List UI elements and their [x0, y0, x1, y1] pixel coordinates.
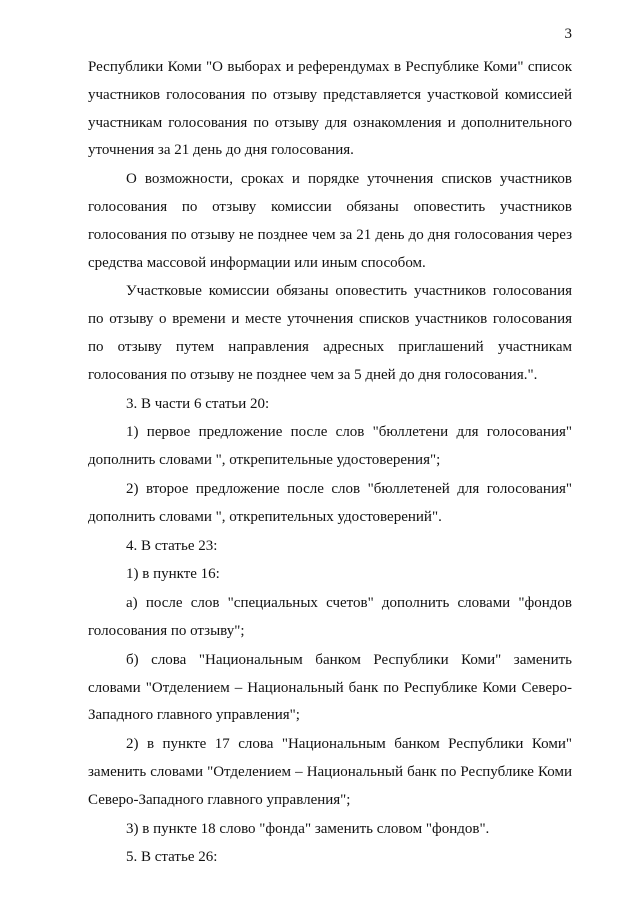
paragraph-notification-of-lists: О возможности, сроках и порядке уточнения списков участников голосования по отзыву комиссии обязаны оповестить участников голосования по отзыву не позднее чем за 21 день до дня голосования через средства массовой информации или иным способом. [88, 171, 572, 271]
paragraph-item-3-2: 2) второе предложение после слов "бюллетеней для голосования" дополнить словами ", открепительных удостоверений". [88, 480, 572, 525]
paragraph-voter-list: Республики Коми "О выборах и референдумах в Республике Коми" список участников голосования по отзыву представляется участковой комиссией участникам голосования по отзыву для ознакомления и дополнительного уточнения за 21 день до дня голосования. [88, 59, 572, 159]
paragraph-item-3: 3. В части 6 статьи 20: [126, 395, 270, 412]
paragraph-item-3-1: 1) первое предложение после слов "бюллетени для голосования" дополнить словами ", открепительные удостоверения"; [88, 424, 572, 469]
page-number: 3 [564, 26, 572, 42]
paragraph-item-5: 5. В статье 26: [126, 849, 218, 866]
paragraph-precinct-commissions: Участковые комиссии обязаны оповестить участников голосования по отзыву о времени и месте уточнения списков участников голосования по отзыву путем направления адресных приглашений участникам голосования по отзыву не позднее чем за 5 дней до дня голосования.". [88, 283, 572, 383]
paragraph-item-4-1: 1) в пункте 16: [126, 566, 220, 583]
paragraph-item-4-1-b: б) слова "Национальным банком Республики Коми" заменить словами "Отделением – Национальный банк по Республике Коми Северо-Западного главного управления"; [88, 651, 572, 724]
paragraph-item-4-1-a: а) после слов "специальных счетов" дополнить словами "фондов голосования по отзыву"; [88, 595, 572, 639]
paragraph-item-4-2: 2) в пункте 17 слова "Национальным банком Республики Коми" заменить словами "Отделением – Национальный банк по Республике Коми Северо-Западного главного управления"; [88, 736, 572, 808]
paragraph-item-4: 4. В статье 23: [126, 537, 218, 554]
paragraph-item-4-3: 3) в пункте 18 слово "фонда" заменить словом "фондов". [126, 820, 490, 837]
document-body [88, 54, 572, 872]
